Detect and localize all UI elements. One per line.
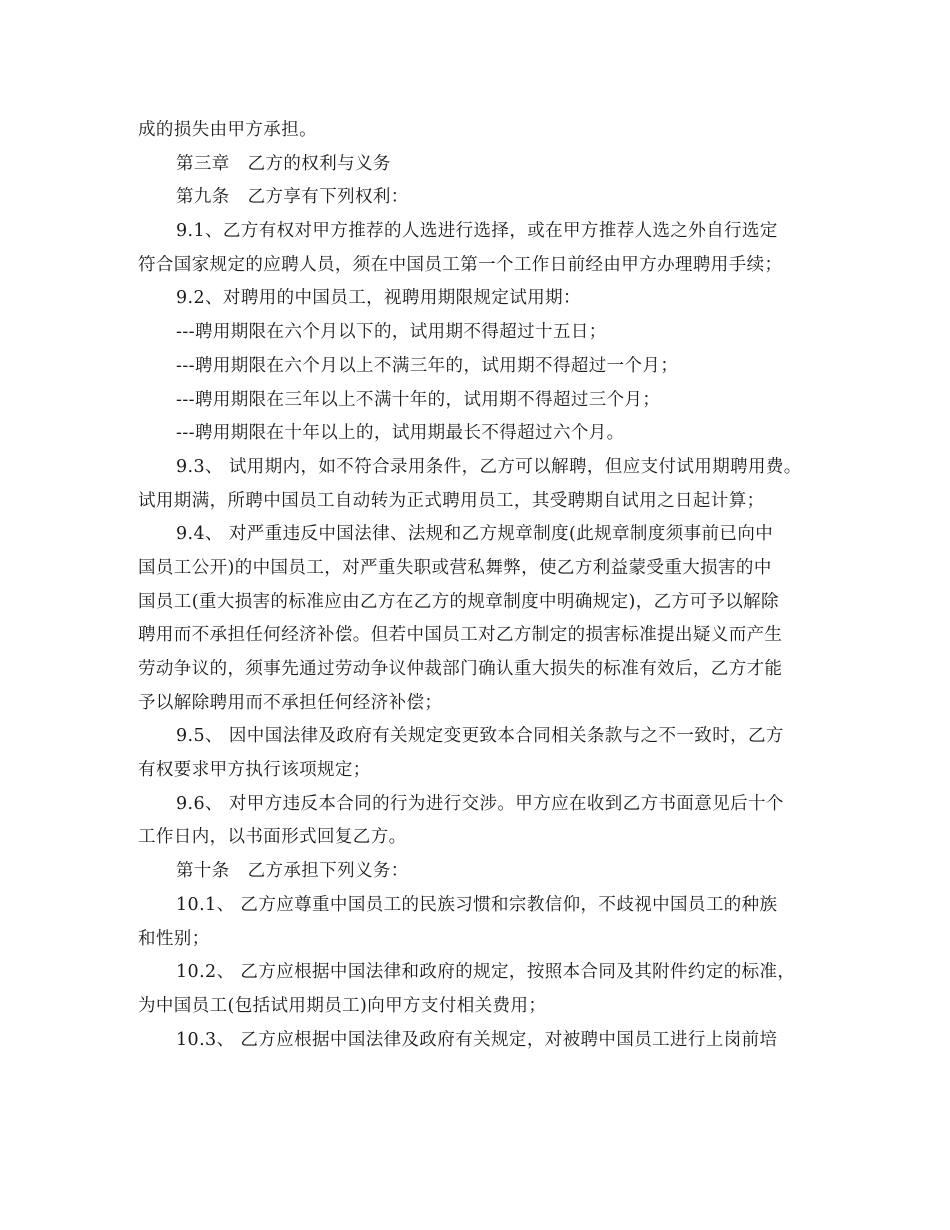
text-line: 试用期满，所聘中国员工自动转为正式聘用员工，其受聘期自试用之日起计算； bbox=[138, 490, 765, 511]
text-line: 9.5、 因中国法律及政府有关规定变更致本合同相关条款与之不一致时，乙方 bbox=[176, 726, 784, 747]
text-line: ---聘用期限在六个月以上不满三年的，试用期不得超过一个月； bbox=[176, 355, 679, 376]
text-line: 9.2、对聘用的中国员工，视聘用期限规定试用期： bbox=[176, 288, 581, 309]
text-line: 为中国员工(包括试用期员工)向甲方支付相关费用； bbox=[138, 995, 547, 1016]
text-line: 工作日内，以书面形式回复乙方。 bbox=[138, 827, 407, 848]
text-line: 有权要求甲方执行该项规定； bbox=[138, 760, 371, 781]
text-line: 劳动争议的，须事先通过劳动争议仲裁部门确认重大损失的标准有效后，乙方才能 bbox=[138, 659, 783, 679]
text-line: 国员工(重大损害的标准应由乙方在乙方的规章制度中明确规定)，乙方可予以解除 bbox=[138, 591, 779, 612]
text-line: 聘用而不承担任何经济补偿。但若中国员工对乙方制定的损害标准提出疑义而产生 bbox=[138, 625, 783, 646]
text-line: 和性别； bbox=[138, 928, 210, 949]
article-heading: 第九条 乙方享有下列权利： bbox=[176, 187, 409, 208]
text-line: 国员工公开)的中国员工，对严重失职或营私舞弊，使乙方利益蒙受重大损害的中 bbox=[138, 557, 772, 578]
text-line: 9.6、 对甲方违反本合同的行为进行交涉。甲方应在收到乙方书面意见后十个 bbox=[176, 793, 784, 814]
article-heading: 第十条 乙方承担下列义务： bbox=[176, 861, 409, 882]
text-line: ---聘用期限在六个月以下的，试用期不得超过十五日； bbox=[176, 322, 607, 343]
text-line: ---聘用期限在十年以上的，试用期最长不得超过六个月。 bbox=[176, 423, 625, 444]
text-line: 10.1、 乙方应尊重中国员工的民族习惯和宗教信仰，不歧视中国员工的种族 bbox=[176, 894, 778, 915]
text-line: 予以解除聘用而不承担任何经济补偿； bbox=[138, 692, 443, 713]
chapter-heading: 第三章 乙方的权利与义务 bbox=[176, 153, 391, 174]
text-line: 9.4、 对严重违反中国法律、法规和乙方规章制度(此规章制度须事前已向中 bbox=[176, 524, 774, 545]
text-line: 9.3、 试用期内，如不符合录用条件，乙方可以解聘，但应支付试用期聘用费。 bbox=[176, 456, 802, 477]
text-line: 9.1、乙方有权对甲方推荐的人选进行选择，或在甲方推荐人选之外自行选定 bbox=[176, 221, 778, 242]
text-line: ---聘用期限在三年以上不满十年的，试用期不得超过三个月； bbox=[176, 389, 661, 410]
text-line: 符合国家规定的应聘人员，须在中国员工第一个工作日前经由甲方办理聘用手续； bbox=[138, 254, 783, 275]
text-line: 10.2、 乙方应根据中国法律和政府的规定，按照本合同及其附件约定的标准， bbox=[176, 962, 796, 983]
text-line: 成的损失由甲方承担。 bbox=[138, 120, 317, 140]
text-line: 10.3、 乙方应根据中国法律及政府有关规定，对被聘中国员工进行上岗前培 bbox=[176, 1029, 778, 1050]
document-body bbox=[138, 114, 818, 1057]
